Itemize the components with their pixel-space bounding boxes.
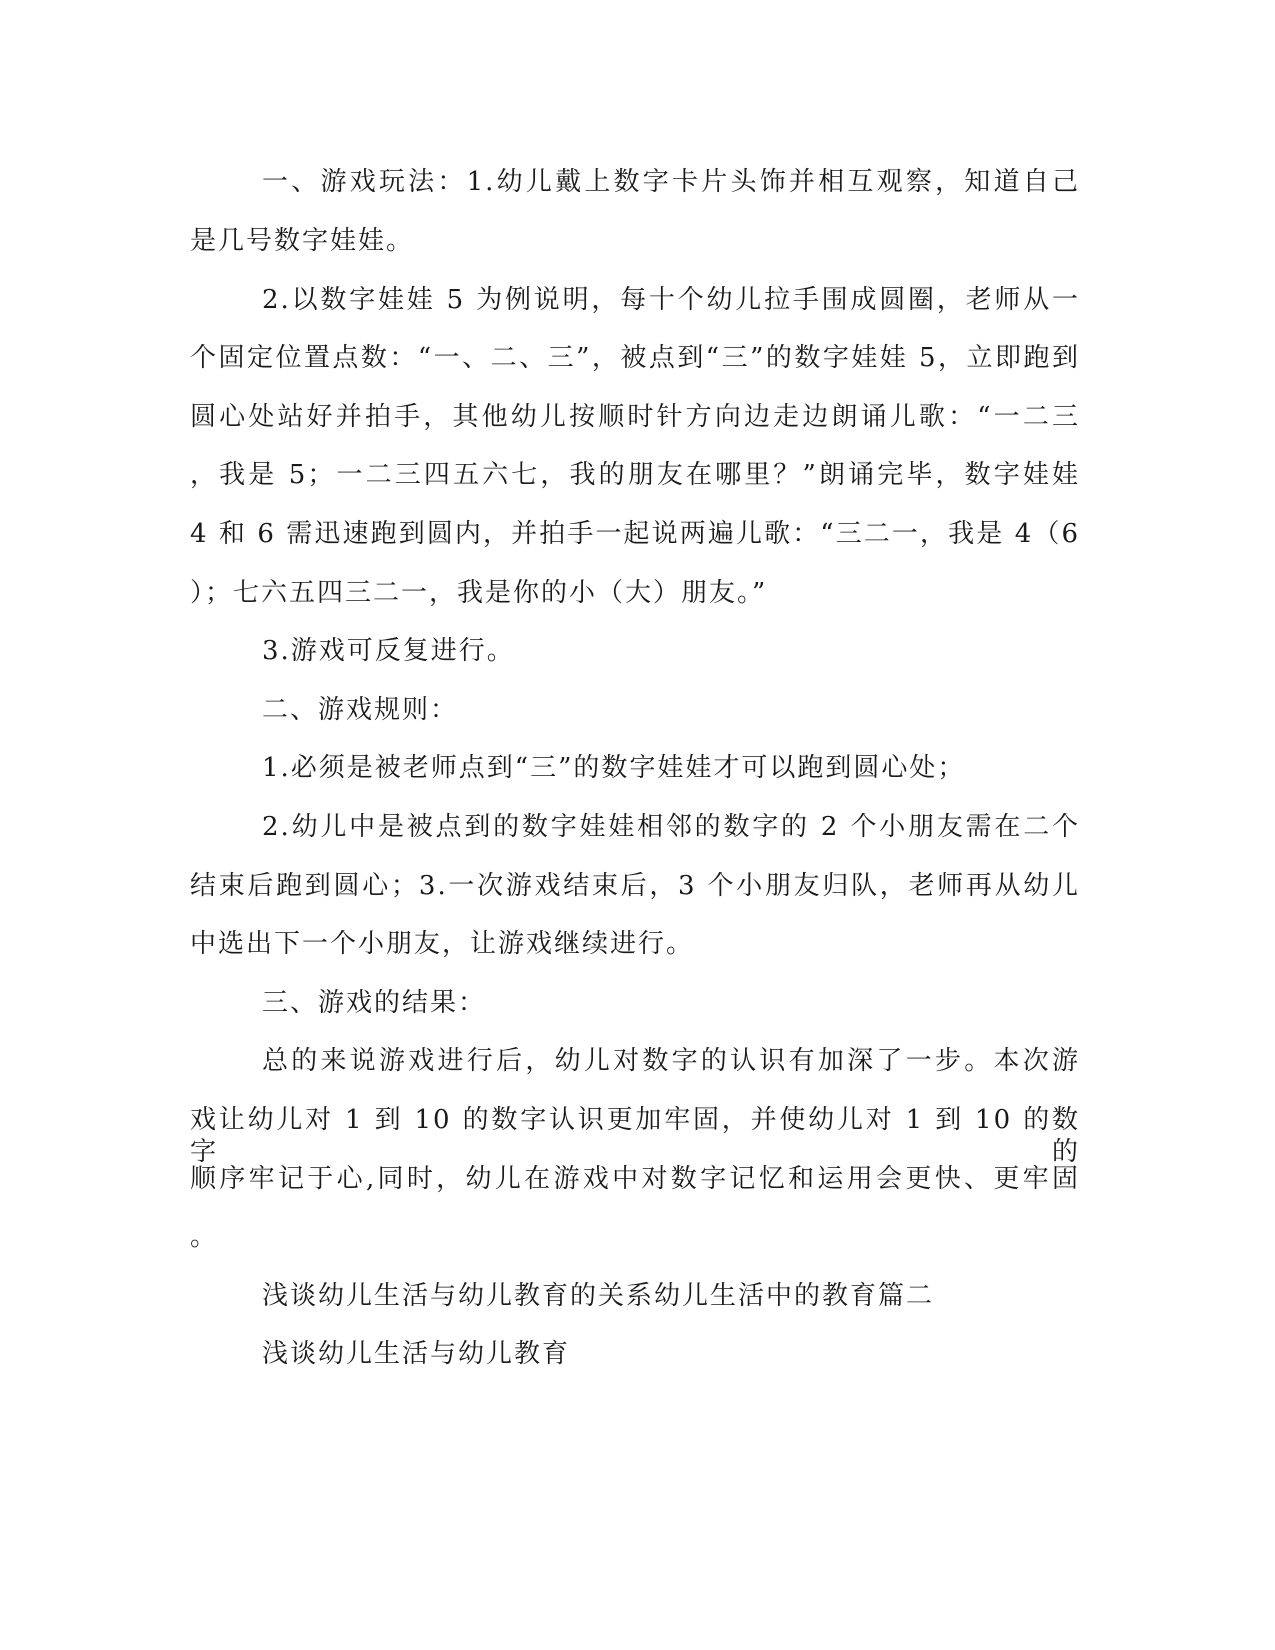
paragraph-line: 中选出下一个小朋友，让游戏继续进行。 — [190, 929, 695, 959]
article-subtitle: 浅谈幼儿生活与幼儿教育 — [262, 1339, 571, 1369]
paragraph-line: 个固定位置点数：“一、二、三”，被点到“三”的数字娃娃 5，立即跑到 — [190, 343, 1080, 373]
paragraph-line: 戏让幼儿对 1 到 10 的数字认识更加牢固，并使幼儿对 1 到 10 的数字的 — [190, 1105, 1080, 1167]
section-heading: 三、游戏的结果： — [262, 988, 487, 1018]
paragraph-line: 1.必须是被老师点到“三”的数字娃娃才可以跑到圆心处； — [262, 753, 966, 783]
paragraph-line: 。 — [190, 1222, 219, 1252]
paragraph-line: 结束后跑到圆心；3.一次游戏结束后，3 个小朋友归队，老师再从幼儿 — [190, 871, 1080, 901]
paragraph-line: 3.游戏可反复进行。 — [262, 636, 515, 666]
paragraph-line: ，我是 5；一二三四五六七，我的朋友在哪里？”朗诵完毕，数字娃娃 — [190, 460, 1080, 490]
article-title: 浅谈幼儿生活与幼儿教育的关系幼儿生活中的教育篇二 — [262, 1281, 935, 1311]
paragraph-line: 圆心处站好并拍手，其他幼儿按顺时针方向边走边朗诵儿歌：“一二三 — [190, 402, 1080, 432]
paragraph-line: ）；七六五四三二一，我是你的小（大）朋友。” — [190, 578, 768, 608]
paragraph-line: 顺序牢记于心,同时，幼儿在游戏中对数字记忆和运用会更快、更牢固 — [190, 1164, 1080, 1194]
paragraph-line: 总的来说游戏进行后，幼儿对数字的认识有加深了一步。本次游 — [262, 1046, 1080, 1076]
paragraph-line: 2.幼儿中是被点到的数字娃娃相邻的数字的 2 个小朋友需在二个 — [262, 812, 1080, 842]
section-heading: 二、游戏规则： — [262, 695, 459, 725]
paragraph-line: 4 和 6 需迅速跑到圆内，并拍手一起说两遍儿歌：“三二一，我是 4（6 — [190, 519, 1080, 549]
paragraph-line: 是几号数字娃娃。 — [190, 226, 415, 256]
paragraph-line: 2.以数字娃娃 5 为例说明，每十个幼儿拉手围成圆圈，老师从一 — [262, 285, 1080, 315]
paragraph-line: 一、游戏玩法：1.幼儿戴上数字卡片头饰并相互观察，知道自己 — [262, 167, 1080, 197]
